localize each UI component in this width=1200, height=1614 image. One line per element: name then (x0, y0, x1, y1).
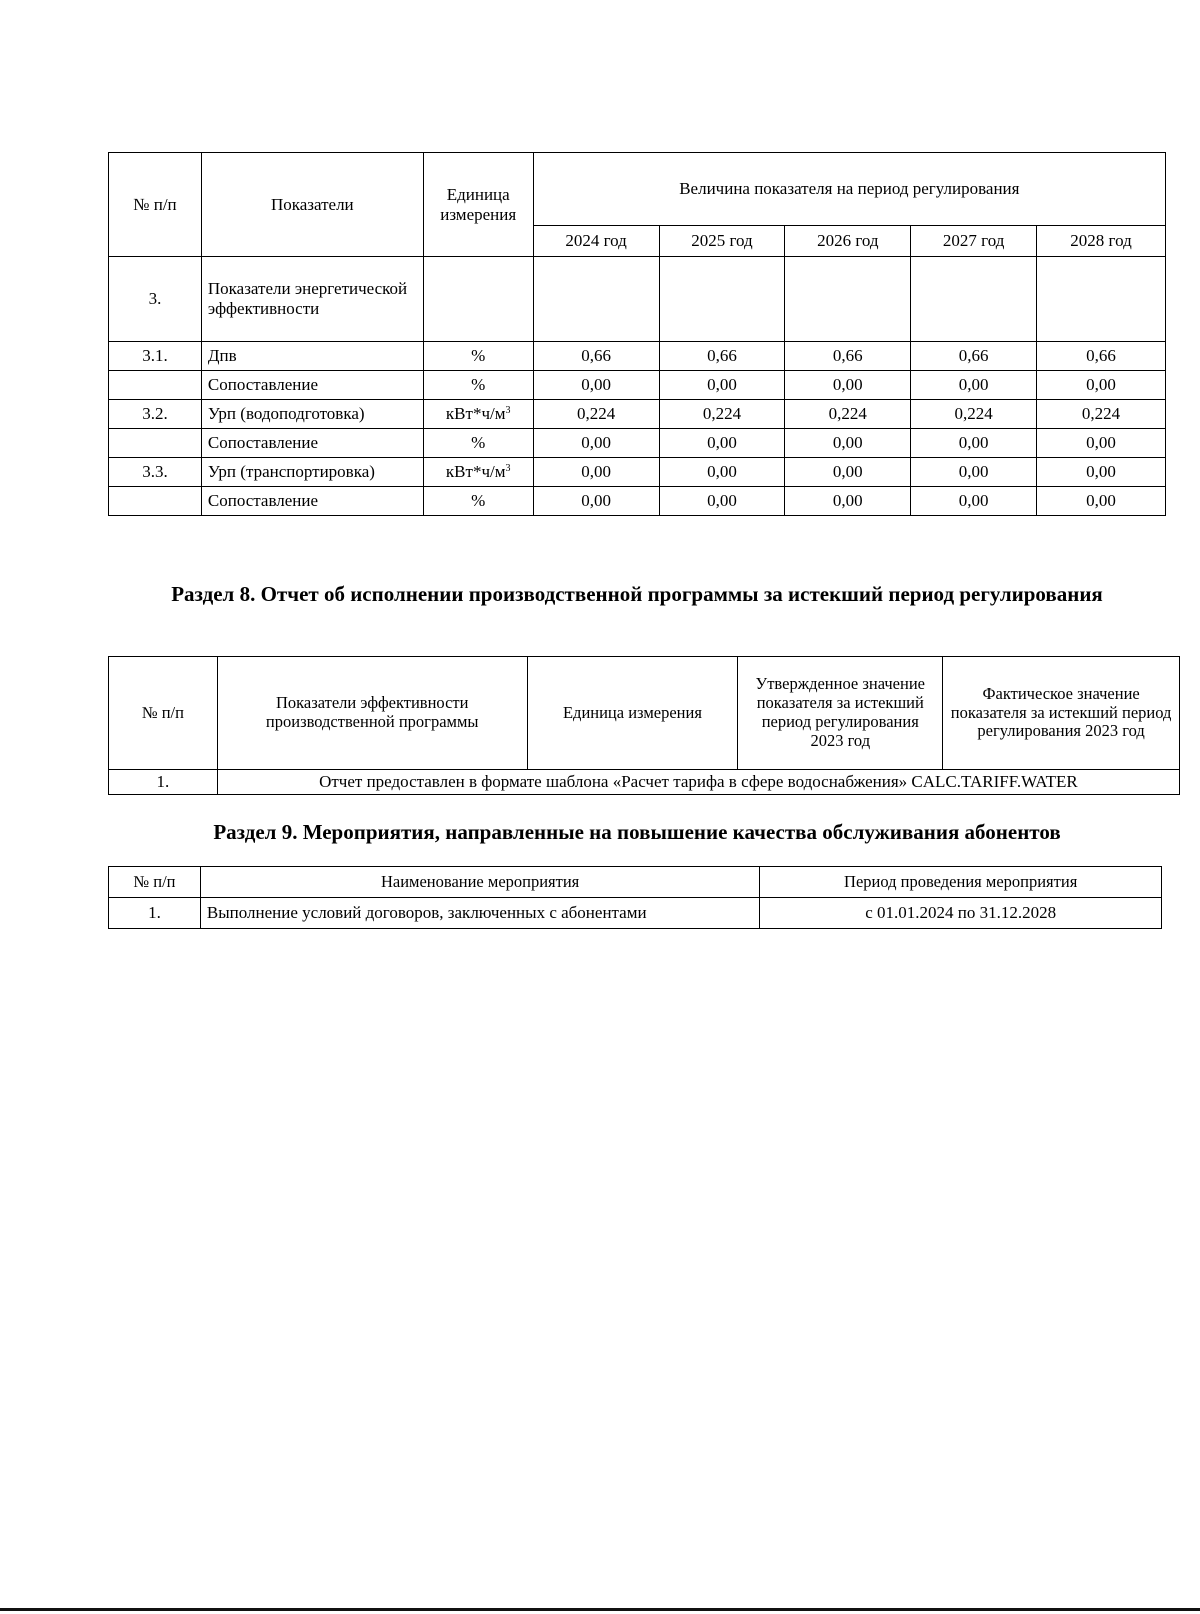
header-period: Период проведения мероприятия (760, 867, 1162, 898)
row-num: 1. (109, 770, 218, 795)
row-indicator: Сопоставление (201, 371, 423, 400)
unit-text: кВт*ч/м (445, 462, 506, 482)
header-year: 2024 год (533, 226, 659, 257)
table-row (109, 770, 1180, 795)
row-num: 1. (109, 898, 201, 929)
row-value: 0,00 (785, 429, 911, 458)
row-value: 0,66 (533, 342, 659, 371)
row-value: 0,00 (533, 429, 659, 458)
row-value: 0,00 (1037, 429, 1166, 458)
row-num (109, 487, 202, 516)
row-value (1037, 257, 1166, 342)
row-unit (423, 458, 533, 487)
row-value (659, 257, 785, 342)
row-value: 0,66 (785, 342, 911, 371)
row-indicator: Сопоставление (201, 487, 423, 516)
table-row (109, 342, 1166, 371)
service-quality-measures-table (108, 866, 1162, 929)
row-indicator: Дпв (201, 342, 423, 371)
row-value: 0,00 (659, 371, 785, 400)
unit-exponent: 3 (505, 463, 511, 475)
row-num (109, 429, 202, 458)
row-unit (423, 429, 533, 458)
header-year: 2027 год (911, 226, 1037, 257)
header-actual-value: Фактическое значение показателя за истекший период регулирования 2023 год (943, 657, 1180, 770)
table-row (109, 458, 1166, 487)
unit-text: % (471, 346, 486, 366)
row-indicator: Сопоставление (201, 429, 423, 458)
row-value: 0,00 (659, 429, 785, 458)
table-row (109, 371, 1166, 400)
row-value: 0,00 (1037, 487, 1166, 516)
header-year: 2025 год (659, 226, 785, 257)
header-num: № п/п (109, 153, 202, 257)
row-value: 0,00 (911, 458, 1037, 487)
row-indicator: Показатели энергетической эффективности (201, 257, 423, 342)
row-unit (423, 342, 533, 371)
header-indicators: Показатели (201, 153, 423, 257)
row-value: 0,00 (911, 371, 1037, 400)
row-value: 0,00 (533, 371, 659, 400)
row-unit (423, 371, 533, 400)
row-value: 0,00 (1037, 458, 1166, 487)
header-num: № п/п (109, 657, 218, 770)
header-indicators: Показатели эффективности производственной программы (217, 657, 527, 770)
header-year: 2026 год (785, 226, 911, 257)
row-value: 0,224 (911, 400, 1037, 429)
unit-text: % (471, 375, 486, 395)
energy-efficiency-table (108, 152, 1166, 516)
header-num: № п/п (109, 867, 201, 898)
row-num: 3.2. (109, 400, 202, 429)
unit-text: % (471, 433, 486, 453)
row-value: 0,66 (659, 342, 785, 371)
table-row (109, 487, 1166, 516)
row-num: 3.3. (109, 458, 202, 487)
measure-period: с 01.01.2024 по 31.12.2028 (760, 898, 1162, 929)
row-value: 0,224 (533, 400, 659, 429)
row-value: 0,00 (659, 458, 785, 487)
row-value: 0,00 (911, 487, 1037, 516)
row-unit (423, 257, 533, 342)
row-value: 0,00 (785, 487, 911, 516)
header-approved-value: Утвержденное значение показателя за истекший период регулирования 2023 год (738, 657, 943, 770)
row-indicator: Урп (водоподготовка) (201, 400, 423, 429)
header-year: 2028 год (1037, 226, 1166, 257)
row-value: 0,224 (1037, 400, 1166, 429)
header-value-period: Величина показателя на период регулирования (533, 153, 1165, 226)
row-value: 0,00 (911, 429, 1037, 458)
unit-exponent: 3 (505, 405, 511, 417)
table-row (109, 400, 1166, 429)
row-num: 3. (109, 257, 202, 342)
row-unit (423, 400, 533, 429)
header-measure-name: Наименование мероприятия (200, 867, 759, 898)
header-unit: Единица измерения (423, 153, 533, 257)
scan-edge (0, 1608, 1200, 1611)
row-value: 0,00 (1037, 371, 1166, 400)
table-row (109, 257, 1166, 342)
row-value (533, 257, 659, 342)
section8-title: Раздел 8. Отчет об исполнении производственной программы за истекший период регулирования (171, 582, 1103, 606)
production-program-report-table (108, 656, 1180, 795)
row-value (785, 257, 911, 342)
row-value: 0,00 (533, 487, 659, 516)
row-value: 0,00 (533, 458, 659, 487)
measure-name: Выполнение условий договоров, заключенных с абонентами (200, 898, 759, 929)
section9-title: Раздел 9. Мероприятия, направленные на повышение качества обслуживания абонентов (213, 820, 1061, 844)
row-num (109, 371, 202, 400)
row-unit (423, 487, 533, 516)
unit-text: % (471, 491, 486, 511)
row-num: 3.1. (109, 342, 202, 371)
row-value: 0,224 (659, 400, 785, 429)
table-row (109, 898, 1162, 929)
unit-text: кВт*ч/м (445, 404, 506, 424)
header-unit: Единица измерения (527, 657, 738, 770)
row-indicator: Урп (транспортировка) (201, 458, 423, 487)
table-row (109, 429, 1166, 458)
row-value (911, 257, 1037, 342)
report-note: Отчет предоставлен в формате шаблона «Расчет тарифа в сфере водоснабжения» CALC.TARIFF.WATER (217, 770, 1179, 795)
row-value: 0,00 (785, 458, 911, 487)
row-value: 0,66 (911, 342, 1037, 371)
row-value: 0,00 (659, 487, 785, 516)
row-value: 0,224 (785, 400, 911, 429)
row-value: 0,66 (1037, 342, 1166, 371)
row-value: 0,00 (785, 371, 911, 400)
